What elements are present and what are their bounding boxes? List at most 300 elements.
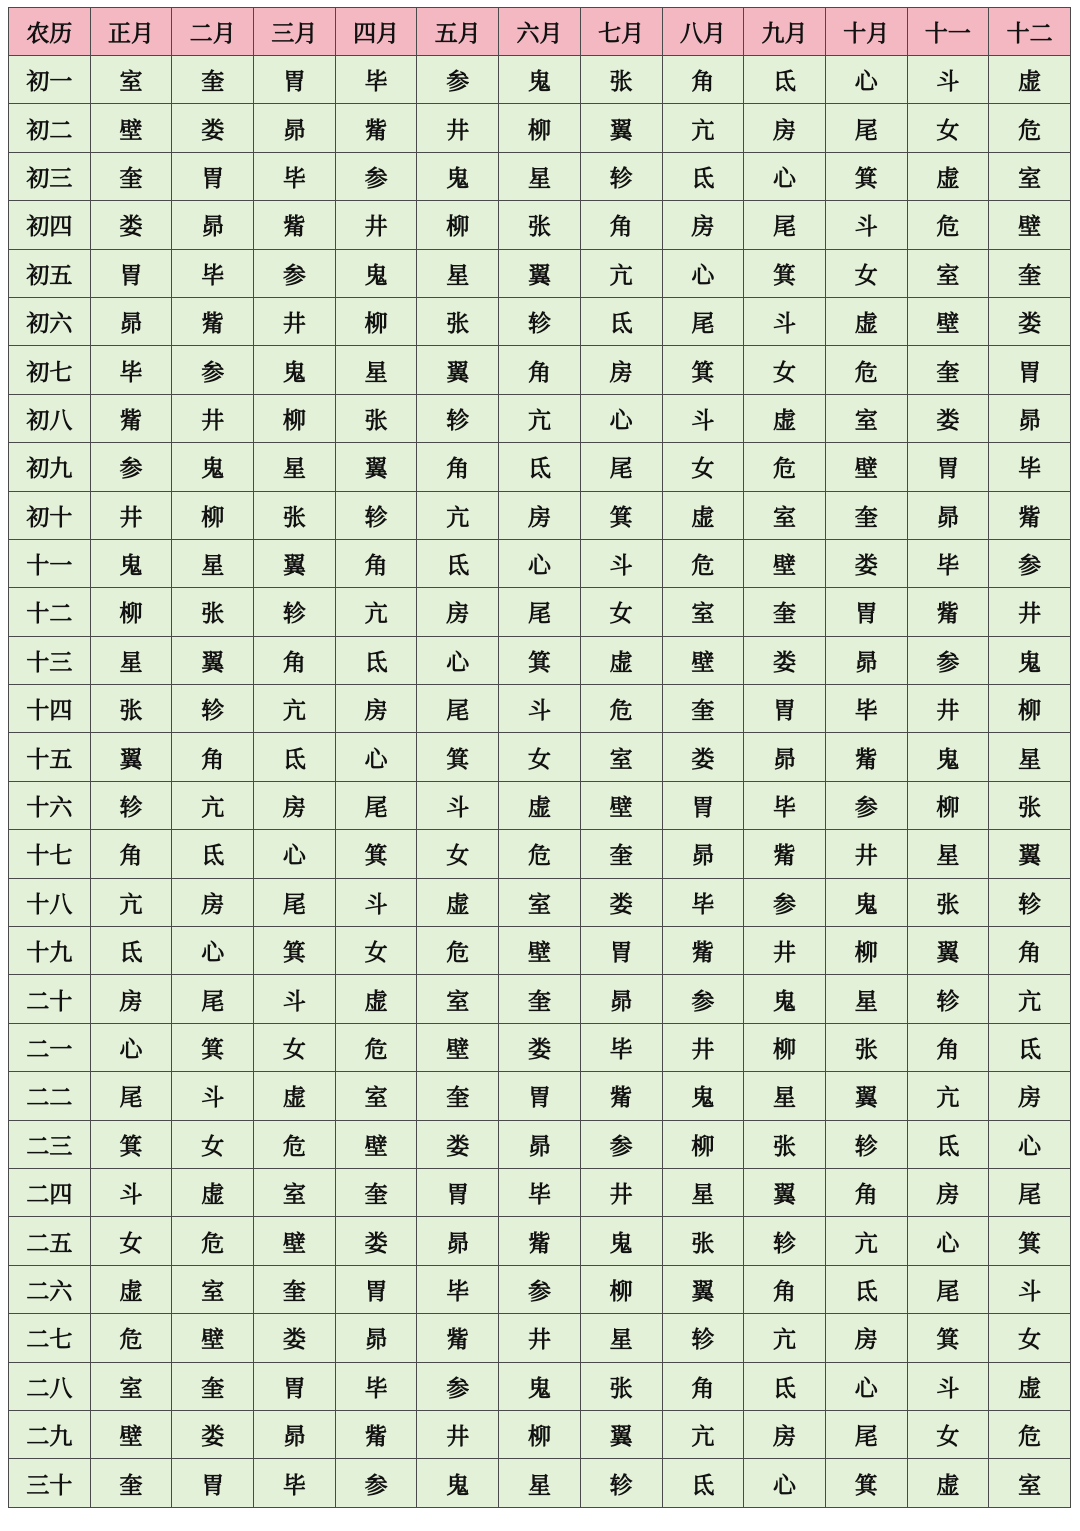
mansion-cell: 鬼 [172,443,254,491]
mansion-cell: 轸 [90,781,172,829]
mansion-cell: 毕 [744,781,826,829]
mansion-cell: 室 [744,491,826,539]
mansion-cell: 室 [254,1168,336,1216]
mansion-cell: 角 [907,1023,989,1071]
mansion-cell: 亢 [335,588,417,636]
mansion-cell: 壁 [417,1023,499,1071]
mansion-cell: 危 [90,1314,172,1362]
mansion-cell: 胃 [90,249,172,297]
mansion-cell: 心 [90,1023,172,1071]
mansion-cell: 参 [335,1459,417,1507]
mansion-cell: 鬼 [254,346,336,394]
mansion-cell: 觜 [90,394,172,442]
day-label-cell: 十五 [9,733,91,781]
mansion-cell: 氐 [907,1120,989,1168]
mansion-cell: 昴 [499,1120,581,1168]
mansion-cell: 角 [580,201,662,249]
mansion-cell: 危 [825,346,907,394]
mansion-cell: 胃 [662,781,744,829]
mansion-cell: 翼 [417,346,499,394]
mansion-cell: 虚 [825,297,907,345]
mansion-cell: 胃 [825,588,907,636]
mansion-cell: 氐 [499,443,581,491]
mansion-cell: 房 [744,104,826,152]
mansion-cell: 箕 [662,346,744,394]
mansion-cell: 氐 [172,830,254,878]
mansion-cell: 轸 [580,152,662,200]
mansion-cell: 斗 [417,781,499,829]
table-row [9,975,1071,1023]
mansion-cell: 娄 [172,1410,254,1458]
mansion-cell: 壁 [335,1120,417,1168]
mansion-cell: 翼 [580,104,662,152]
day-label-cell: 十九 [9,927,91,975]
mansion-cell: 柳 [172,491,254,539]
mansion-cell: 亢 [907,1072,989,1120]
mansion-cell: 觜 [335,104,417,152]
mansion-cell: 角 [744,1265,826,1313]
mansion-cell: 胃 [254,1362,336,1410]
mansion-cell: 房 [580,346,662,394]
mansion-cell: 斗 [580,539,662,587]
mansion-cell: 箕 [172,1023,254,1071]
mansion-cell: 斗 [989,1265,1071,1313]
mansion-cell: 鬼 [907,733,989,781]
mansion-cell: 箕 [254,927,336,975]
mansion-cell: 柳 [580,1265,662,1313]
mansion-cell: 轸 [662,1314,744,1362]
mansion-cell: 鬼 [417,152,499,200]
mansion-cell: 昴 [254,104,336,152]
mansion-cell: 亢 [580,249,662,297]
mansion-cell: 危 [989,1410,1071,1458]
mansion-cell: 鬼 [744,975,826,1023]
day-label-cell: 十四 [9,685,91,733]
mansion-cell: 房 [744,1410,826,1458]
mansion-cell: 毕 [335,1362,417,1410]
mansion-cell: 角 [254,636,336,684]
mansion-cell: 翼 [499,249,581,297]
mansion-cell: 娄 [90,201,172,249]
day-label-cell: 初九 [9,443,91,491]
mansion-cell: 斗 [662,394,744,442]
mansion-cell: 虚 [662,491,744,539]
mansion-cell: 轸 [172,685,254,733]
mansion-cell: 壁 [90,1410,172,1458]
mansion-cell: 昴 [335,1314,417,1362]
mansion-cell: 昴 [989,394,1071,442]
mansion-cell: 壁 [744,539,826,587]
mansion-cell: 室 [90,1362,172,1410]
mansion-cell: 女 [499,733,581,781]
day-label-cell: 二五 [9,1217,91,1265]
mansion-cell: 娄 [254,1314,336,1362]
mansion-cell: 危 [744,443,826,491]
mansion-cell: 斗 [825,201,907,249]
mansion-cell: 虚 [499,781,581,829]
header-month-1: 正月 [90,8,172,56]
mansion-cell: 轸 [825,1120,907,1168]
day-label-cell: 初三 [9,152,91,200]
mansion-cell: 娄 [825,539,907,587]
mansion-cell: 张 [580,56,662,104]
mansion-cell: 角 [417,443,499,491]
mansion-cell: 房 [172,878,254,926]
mansion-cell: 亢 [417,491,499,539]
mansion-cell: 娄 [907,394,989,442]
mansion-cell: 参 [580,1120,662,1168]
mansion-cell: 尾 [499,588,581,636]
mansion-cell: 娄 [499,1023,581,1071]
mansion-cell: 张 [662,1217,744,1265]
mansion-cell: 井 [744,927,826,975]
mansion-cell: 尾 [825,1410,907,1458]
mansion-cell: 井 [172,394,254,442]
mansion-cell: 奎 [825,491,907,539]
mansion-cell: 奎 [254,1265,336,1313]
table-row [9,1362,1071,1410]
mansion-cell: 氐 [662,1459,744,1507]
mansion-cell: 角 [90,830,172,878]
mansion-cell: 胃 [335,1265,417,1313]
mansion-cell: 女 [254,1023,336,1071]
mansion-cell: 轸 [989,878,1071,926]
table-body [9,56,1071,1508]
mansion-cell: 柳 [825,927,907,975]
table-row [9,297,1071,345]
mansion-cell: 女 [417,830,499,878]
mansion-cell: 亢 [172,781,254,829]
mansion-cell: 娄 [744,636,826,684]
day-label-cell: 二一 [9,1023,91,1071]
mansion-cell: 室 [335,1072,417,1120]
mansion-cell: 毕 [662,878,744,926]
table-row [9,56,1071,104]
mansion-cell: 轸 [254,588,336,636]
mansion-cell: 鬼 [662,1072,744,1120]
mansion-cell: 娄 [172,104,254,152]
mansion-cell: 室 [989,152,1071,200]
table-row [9,491,1071,539]
header-month-12: 十二 [989,8,1071,56]
table-row [9,201,1071,249]
table-row [9,1072,1071,1120]
mansion-cell: 毕 [254,152,336,200]
mansion-cell: 危 [172,1217,254,1265]
mansion-cell: 亢 [744,1314,826,1362]
mansion-cell: 参 [825,781,907,829]
mansion-cell: 虚 [744,394,826,442]
mansion-cell: 女 [580,588,662,636]
day-label-cell: 二六 [9,1265,91,1313]
mansion-cell: 井 [825,830,907,878]
mansion-cell: 斗 [172,1072,254,1120]
lunar-mansion-table [8,7,1071,1508]
mansion-cell: 轸 [907,975,989,1023]
table-row [9,539,1071,587]
mansion-cell: 心 [580,394,662,442]
mansion-cell: 胃 [499,1072,581,1120]
mansion-cell: 亢 [825,1217,907,1265]
mansion-cell: 井 [907,685,989,733]
table-row [9,346,1071,394]
mansion-cell: 毕 [499,1168,581,1216]
mansion-cell: 星 [417,249,499,297]
mansion-cell: 星 [90,636,172,684]
mansion-cell: 胃 [580,927,662,975]
mansion-cell: 尾 [172,975,254,1023]
mansion-cell: 氐 [989,1023,1071,1071]
mansion-cell: 奎 [335,1168,417,1216]
mansion-cell: 轸 [417,394,499,442]
mansion-cell: 房 [825,1314,907,1362]
mansion-cell: 觜 [580,1072,662,1120]
calendar-table-wrapper [8,7,1071,1508]
mansion-cell: 壁 [254,1217,336,1265]
mansion-cell: 虚 [335,975,417,1023]
day-label-cell: 二四 [9,1168,91,1216]
mansion-cell: 斗 [907,56,989,104]
table-row [9,104,1071,152]
mansion-cell: 危 [499,830,581,878]
mansion-cell: 翼 [744,1168,826,1216]
mansion-cell: 轸 [744,1217,826,1265]
mansion-cell: 参 [662,975,744,1023]
mansion-cell: 虚 [989,56,1071,104]
mansion-cell: 昴 [580,975,662,1023]
mansion-cell: 危 [335,1023,417,1071]
mansion-cell: 尾 [335,781,417,829]
mansion-cell: 井 [90,491,172,539]
table-row [9,1314,1071,1362]
mansion-cell: 壁 [989,201,1071,249]
mansion-cell: 壁 [580,781,662,829]
day-label-cell: 三十 [9,1459,91,1507]
mansion-cell: 房 [254,781,336,829]
mansion-cell: 亢 [254,685,336,733]
mansion-cell: 危 [662,539,744,587]
mansion-cell: 奎 [580,830,662,878]
mansion-cell: 箕 [90,1120,172,1168]
day-label-cell: 二九 [9,1410,91,1458]
mansion-cell: 心 [254,830,336,878]
mansion-cell: 鬼 [335,249,417,297]
mansion-cell: 箕 [417,733,499,781]
day-label-cell: 十六 [9,781,91,829]
table-row [9,443,1071,491]
mansion-cell: 娄 [662,733,744,781]
mansion-cell: 危 [580,685,662,733]
mansion-cell: 女 [989,1314,1071,1362]
mansion-cell: 氐 [254,733,336,781]
mansion-cell: 翼 [90,733,172,781]
mansion-cell: 奎 [989,249,1071,297]
mansion-cell: 虚 [172,1168,254,1216]
day-label-cell: 十七 [9,830,91,878]
mansion-cell: 毕 [907,539,989,587]
mansion-cell: 觜 [417,1314,499,1362]
mansion-cell: 毕 [580,1023,662,1071]
table-header-row [9,8,1071,56]
mansion-cell: 室 [580,733,662,781]
table-row [9,1023,1071,1071]
mansion-cell: 角 [989,927,1071,975]
mansion-cell: 亢 [90,878,172,926]
table-row [9,1120,1071,1168]
mansion-cell: 斗 [254,975,336,1023]
mansion-cell: 井 [580,1168,662,1216]
mansion-cell: 参 [989,539,1071,587]
day-label-cell: 初四 [9,201,91,249]
mansion-cell: 翼 [254,539,336,587]
mansion-cell: 星 [254,443,336,491]
mansion-cell: 参 [907,636,989,684]
mansion-cell: 昴 [744,733,826,781]
mansion-cell: 壁 [172,1314,254,1362]
mansion-cell: 角 [499,346,581,394]
mansion-cell: 觜 [335,1410,417,1458]
mansion-cell: 昴 [907,491,989,539]
mansion-cell: 壁 [907,297,989,345]
mansion-cell: 觜 [499,1217,581,1265]
header-month-6: 六月 [499,8,581,56]
day-label-cell: 二十 [9,975,91,1023]
mansion-cell: 奎 [662,685,744,733]
table-row [9,1217,1071,1265]
mansion-cell: 奎 [90,152,172,200]
mansion-cell: 女 [907,104,989,152]
mansion-cell: 星 [499,152,581,200]
mansion-cell: 星 [172,539,254,587]
mansion-cell: 氐 [744,56,826,104]
mansion-cell: 斗 [499,685,581,733]
mansion-cell: 井 [254,297,336,345]
mansion-cell: 参 [172,346,254,394]
mansion-cell: 胃 [172,152,254,200]
mansion-cell: 娄 [417,1120,499,1168]
mansion-cell: 心 [825,1362,907,1410]
mansion-cell: 虚 [907,152,989,200]
mansion-cell: 心 [825,56,907,104]
mansion-cell: 女 [172,1120,254,1168]
mansion-cell: 鬼 [499,56,581,104]
mansion-cell: 翼 [335,443,417,491]
mansion-cell: 室 [90,56,172,104]
header-month-2: 二月 [172,8,254,56]
mansion-cell: 箕 [825,1459,907,1507]
mansion-cell: 斗 [907,1362,989,1410]
mansion-cell: 张 [744,1120,826,1168]
header-month-8: 八月 [662,8,744,56]
mansion-cell: 室 [417,975,499,1023]
mansion-cell: 室 [825,394,907,442]
mansion-cell: 翼 [580,1410,662,1458]
mansion-cell: 鬼 [90,539,172,587]
mansion-cell: 室 [662,588,744,636]
mansion-cell: 女 [335,927,417,975]
mansion-cell: 张 [907,878,989,926]
table-row [9,588,1071,636]
mansion-cell: 奎 [417,1072,499,1120]
mansion-cell: 昴 [254,1410,336,1458]
mansion-cell: 柳 [499,1410,581,1458]
mansion-cell: 觜 [907,588,989,636]
day-label-cell: 十一 [9,539,91,587]
mansion-cell: 觜 [662,927,744,975]
header-month-11: 十一 [907,8,989,56]
table-row [9,1459,1071,1507]
mansion-cell: 鬼 [499,1362,581,1410]
mansion-cell: 壁 [662,636,744,684]
mansion-cell: 轸 [335,491,417,539]
mansion-cell: 奎 [172,1362,254,1410]
mansion-cell: 星 [499,1459,581,1507]
mansion-cell: 奎 [172,56,254,104]
day-label-cell: 十二 [9,588,91,636]
mansion-cell: 鬼 [580,1217,662,1265]
table-row [9,733,1071,781]
mansion-cell: 女 [907,1410,989,1458]
mansion-cell: 鬼 [989,636,1071,684]
table-row [9,781,1071,829]
mansion-cell: 房 [989,1072,1071,1120]
mansion-cell: 女 [662,443,744,491]
mansion-cell: 心 [989,1120,1071,1168]
mansion-cell: 张 [499,201,581,249]
mansion-cell: 星 [580,1314,662,1362]
mansion-cell: 女 [744,346,826,394]
mansion-cell: 角 [662,56,744,104]
mansion-cell: 觜 [744,830,826,878]
header-lunar-label: 农历 [9,8,91,56]
mansion-cell: 心 [744,152,826,200]
mansion-cell: 室 [989,1459,1071,1507]
mansion-cell: 尾 [580,443,662,491]
mansion-cell: 毕 [417,1265,499,1313]
mansion-cell: 箕 [744,249,826,297]
mansion-cell: 箕 [335,830,417,878]
header-month-3: 三月 [254,8,336,56]
mansion-cell: 翼 [662,1265,744,1313]
mansion-cell: 昴 [825,636,907,684]
day-label-cell: 十八 [9,878,91,926]
mansion-cell: 昴 [662,830,744,878]
mansion-cell: 氐 [744,1362,826,1410]
mansion-cell: 奎 [907,346,989,394]
mansion-cell: 娄 [580,878,662,926]
day-label-cell: 二三 [9,1120,91,1168]
mansion-cell: 参 [417,56,499,104]
mansion-cell: 心 [744,1459,826,1507]
mansion-cell: 毕 [90,346,172,394]
mansion-cell: 井 [499,1314,581,1362]
mansion-cell: 鬼 [825,878,907,926]
mansion-cell: 心 [172,927,254,975]
table-row [9,394,1071,442]
mansion-cell: 房 [90,975,172,1023]
day-label-cell: 二八 [9,1362,91,1410]
mansion-cell: 柳 [662,1120,744,1168]
mansion-cell: 尾 [989,1168,1071,1216]
mansion-cell: 张 [254,491,336,539]
mansion-cell: 翼 [825,1072,907,1120]
mansion-cell: 斗 [90,1168,172,1216]
mansion-cell: 星 [744,1072,826,1120]
mansion-cell: 尾 [825,104,907,152]
day-label-cell: 初六 [9,297,91,345]
mansion-cell: 娄 [335,1217,417,1265]
mansion-cell: 星 [335,346,417,394]
